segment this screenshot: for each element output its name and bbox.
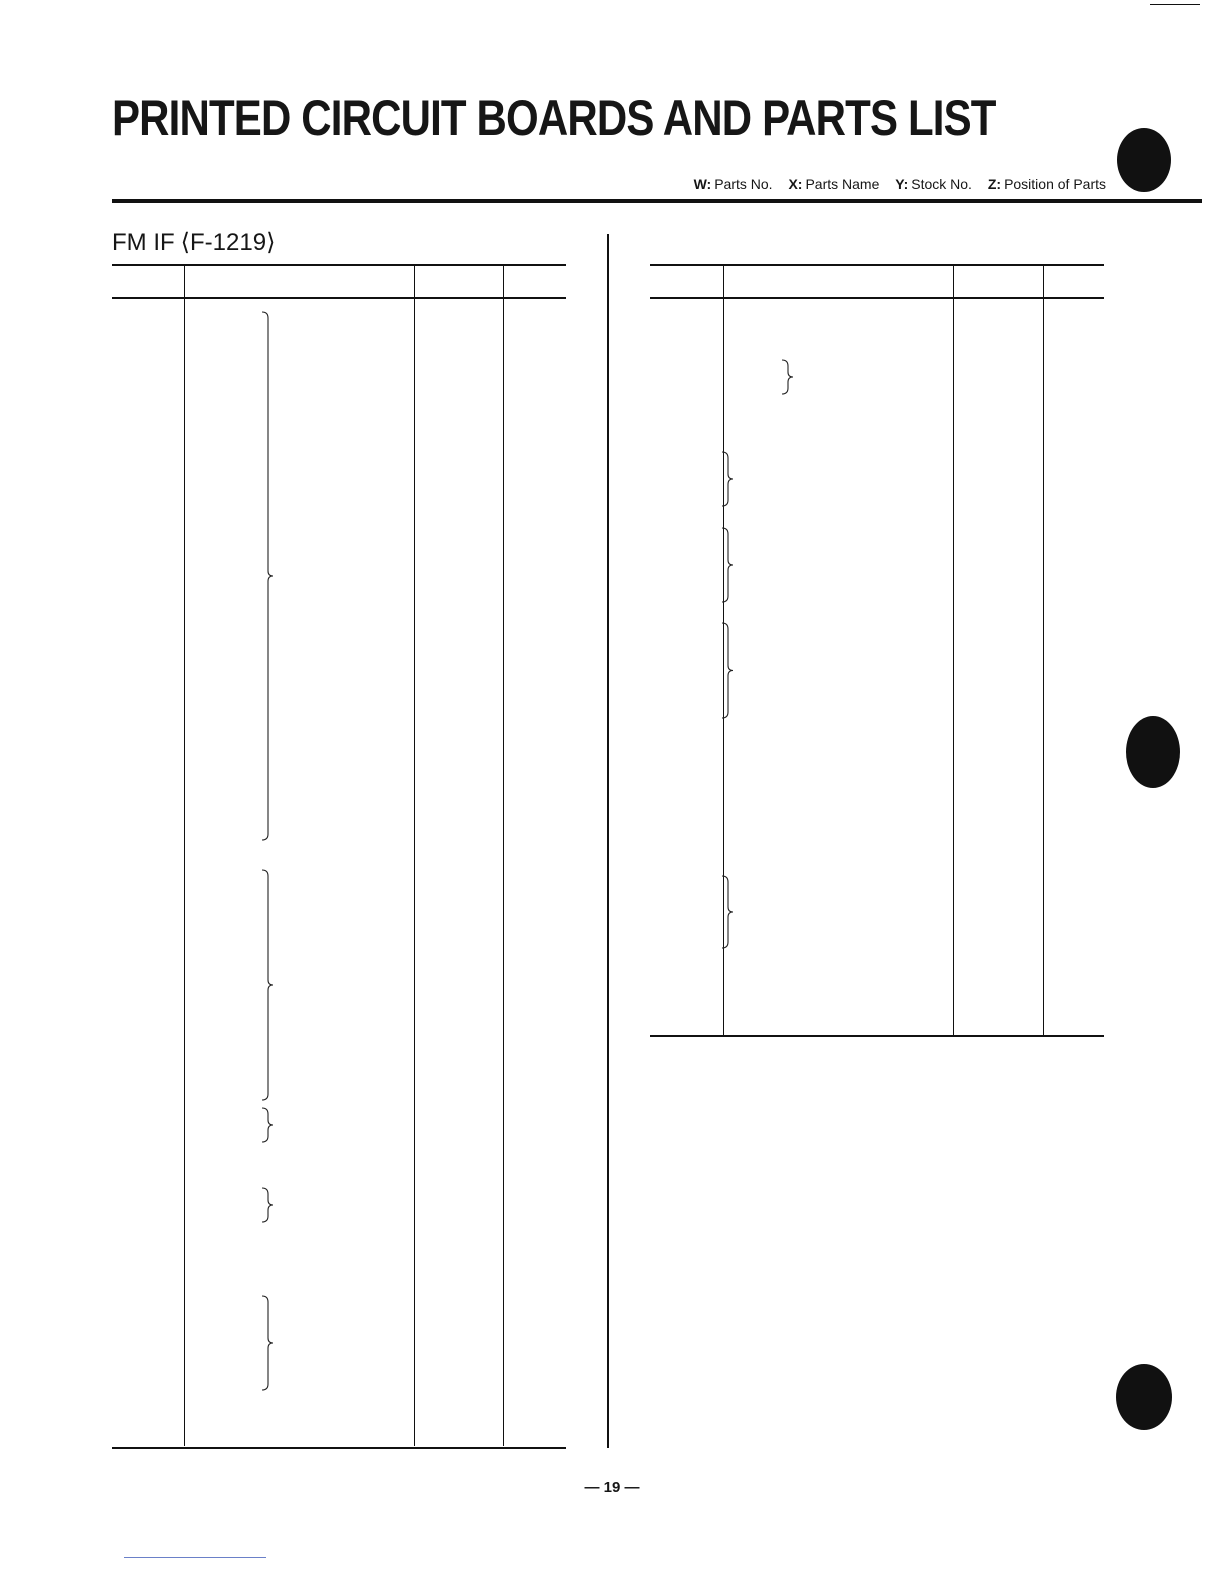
binder-hole-icon — [1117, 128, 1171, 192]
bracket-icon — [262, 1188, 274, 1222]
bracket-icon — [262, 312, 274, 840]
section-code: ⟨F-1219⟩ — [180, 229, 276, 256]
page-title: PRINTED CIRCUIT BOARDS AND PARTS LIST — [112, 90, 996, 146]
binder-hole-icon — [1126, 716, 1180, 788]
table-header-rule — [112, 297, 566, 299]
header-rule-top — [1150, 4, 1200, 5]
bracket-icon — [722, 876, 734, 948]
legend-label: Parts Name — [805, 176, 880, 192]
legend-key: Y: — [895, 176, 909, 192]
column-rule — [503, 266, 504, 1446]
bracket-icon — [722, 623, 734, 718]
column-rule — [1043, 266, 1044, 1036]
column-divider — [607, 234, 609, 1448]
column-rule — [414, 266, 415, 1446]
column-rule — [184, 266, 185, 1446]
bracket-icon — [722, 452, 734, 506]
bracket-icon — [782, 360, 794, 394]
section-title — [112, 228, 275, 257]
legend-label: Stock No. — [911, 176, 972, 192]
header-rule — [112, 199, 1202, 203]
legend-label: Position of Parts — [1004, 176, 1106, 192]
section-name: FM IF — [112, 229, 175, 256]
page-number: — 19 — — [584, 1479, 640, 1496]
footer-link-line — [124, 1557, 266, 1558]
parts-legend — [682, 176, 1106, 192]
bracket-icon — [262, 870, 274, 1100]
table-top-rule — [112, 264, 566, 266]
table-bottom-rule — [650, 1035, 1104, 1037]
legend-label: Parts No. — [714, 176, 773, 192]
bracket-icon — [262, 1108, 274, 1142]
table-bottom-rule — [112, 1447, 566, 1449]
table-top-rule — [650, 264, 1104, 266]
bracket-icon — [722, 528, 734, 602]
binder-hole-icon — [1116, 1364, 1172, 1430]
legend-key: W: — [693, 176, 712, 192]
legend-key: X: — [788, 176, 803, 192]
column-rule — [953, 266, 954, 1036]
table-header-rule — [650, 297, 1104, 299]
bracket-icon — [262, 1296, 274, 1390]
legend-key: Z: — [987, 176, 1002, 192]
